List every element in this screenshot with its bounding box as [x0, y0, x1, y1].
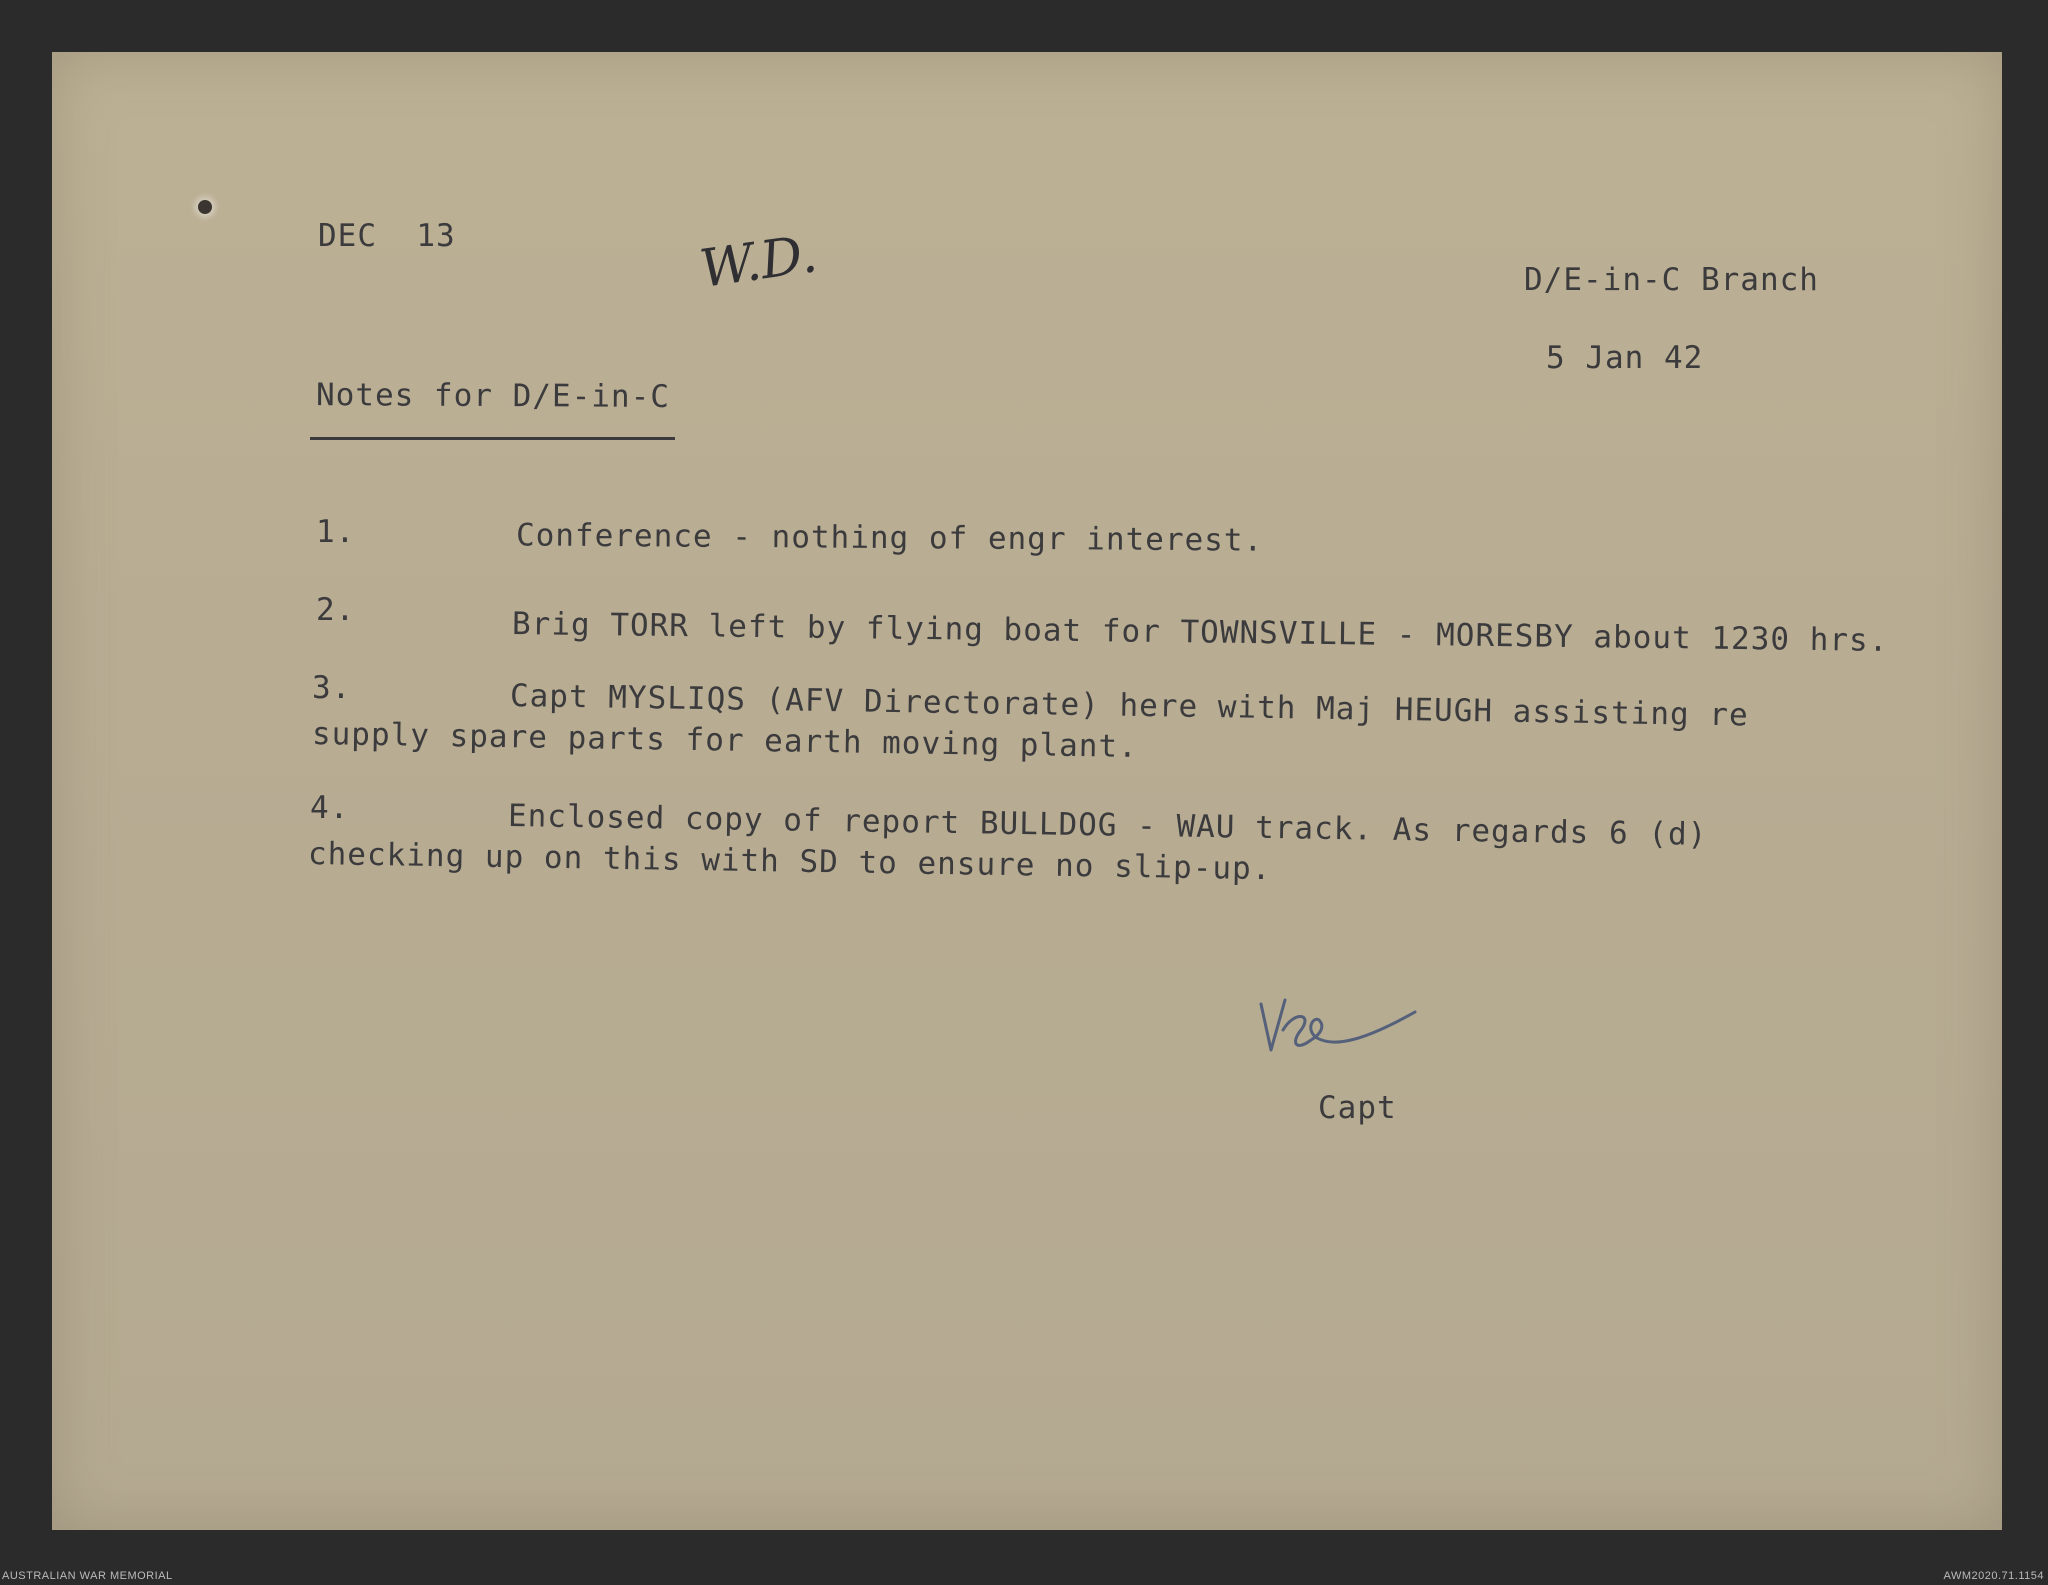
item-3-number: 3.: [312, 670, 352, 706]
signature-rank: Capt: [1318, 1090, 1397, 1126]
item-1-number: 1.: [316, 514, 356, 550]
signature: [1255, 990, 1435, 1070]
notes-heading: Notes for D/E-in-C: [315, 377, 671, 415]
item-4-text-line1: Enclosed copy of report BULLDOG - WAU track. As regards 6 (d): [507, 798, 1708, 853]
pin-hole: [198, 200, 212, 214]
heading-underline: [310, 437, 675, 440]
item-2-text: Brig TORR left by flying boat for TOWNSVILLE - MORESBY about 1230 hrs.: [511, 606, 1889, 659]
branch-label: D/E-in-C Branch: [1524, 262, 1819, 298]
item-2-number: 2.: [316, 592, 356, 628]
item-3-text-line1: Capt MYSLIQS (AFV Directorate) here with Maj HEUGH assisting re: [509, 678, 1749, 734]
item-1-text: Conference - nothing of engr interest.: [515, 517, 1264, 559]
document-date: 5 Jan 42: [1546, 340, 1704, 376]
footer-accession-number: AWM2020.71.1154: [1943, 1570, 2044, 1582]
item-3-text-line2: supply spare parts for earth moving plant.: [311, 716, 1139, 765]
item-4-number: 4.: [310, 790, 350, 826]
footer-institution: AUSTRALIAN WAR MEMORIAL: [2, 1570, 173, 1582]
handwritten-note: W.D.: [696, 224, 821, 300]
date-stamp: DEC 13: [318, 218, 456, 254]
item-4-text-line2: checking up on this with SD to ensure no slip-up.: [307, 836, 1272, 888]
